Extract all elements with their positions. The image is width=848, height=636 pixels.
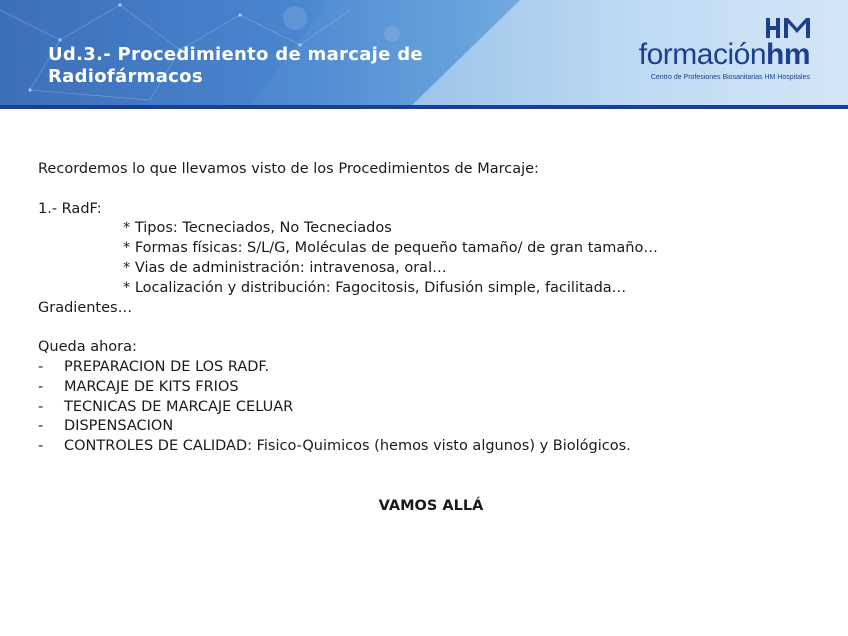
list-dash: -: [38, 378, 44, 395]
list-item: [38, 358, 818, 378]
list-item-text: PREPARACION DE LOS RADF.: [64, 358, 270, 375]
list-item: [38, 378, 818, 398]
logo-word-light: formación: [638, 38, 766, 71]
logo-tagline: Centro de Profesiones Biosanitarias HM Hospitales: [650, 74, 810, 81]
hm-logo-mark-icon: [766, 18, 810, 38]
list-dash: -: [38, 358, 44, 375]
list-item-text: TECNICAS DE MARCAJE CELUAR: [64, 398, 294, 415]
sub-item-formas: * Formas físicas: S/L/G, Moléculas de pequeño tamaño/ de gran tamaño…: [123, 240, 658, 257]
slide-body: [38, 160, 818, 457]
closing-text: VAMOS ALLÁ: [378, 498, 484, 514]
list-dash: -: [38, 438, 44, 455]
sub-item-localizacion: * Localización y distribución: Fagocitosis, Difusión simple, facilitada…: [123, 279, 627, 296]
list-item: [38, 398, 818, 418]
list-item: [38, 417, 818, 437]
slide-title-line-1: Ud.3.- Procedimiento de marcaje de: [48, 44, 423, 65]
list-item-text: DISPENSACION: [64, 418, 174, 435]
list-item-text: CONTROLES DE CALIDAD: Fisico-Quimicos (hemos visto algunos) y Biológicos.: [64, 438, 631, 455]
intro-text: Recordemos lo que llevamos visto de los Procedimientos de Marcaje:: [38, 161, 539, 177]
slide-title-line-2: Radiofármacos: [48, 66, 203, 87]
formacion-hm-logo: [638, 16, 832, 88]
logo-word-bold: hm: [766, 38, 810, 71]
list-item: [38, 437, 818, 457]
spacer: [38, 180, 818, 200]
remaining-label: Queda ahora:: [38, 339, 137, 356]
spacer: [38, 318, 818, 338]
sub-item-vias: * Vias de administración: intravenosa, oral…: [123, 259, 447, 276]
logo-wordmark: [639, 38, 810, 72]
slide-title: [48, 44, 468, 88]
section-label: 1.- RadF:: [38, 200, 102, 217]
slide-header: [0, 0, 848, 107]
list-dash: -: [38, 398, 44, 415]
list-item-text: MARCAJE DE KITS FRIOS: [64, 378, 239, 395]
header-divider: [0, 105, 848, 109]
continuation-text: Gradientes…: [38, 299, 133, 316]
list-dash: -: [38, 418, 44, 435]
sub-item-tipos: * Tipos: Tecneciados, No Tecneciados: [123, 220, 392, 237]
